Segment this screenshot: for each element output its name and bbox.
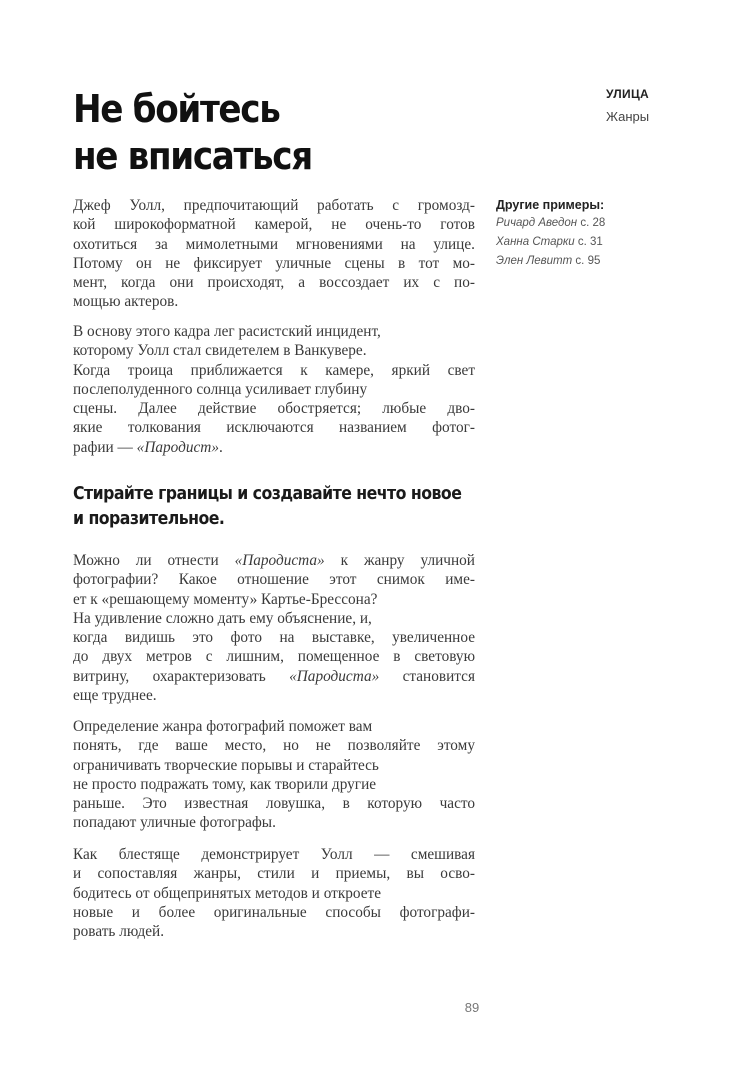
section-subcategory: Жанры: [606, 109, 650, 124]
text-line: попадают уличные фотографы.: [73, 814, 276, 832]
text-line: послеполуденного солнца усиливает глубину: [73, 380, 368, 398]
text-fragment: .: [218, 438, 223, 456]
section-category: УЛИЦА: [606, 87, 649, 101]
text-line: Как блестяще демонстрирует Уолл — смешивая: [73, 846, 475, 863]
text-line: понять, где ваше место, но не позволяйте этому: [73, 737, 475, 755]
example-page: с. 95: [572, 255, 601, 267]
text-line: не просто подражать тому, как творили другие: [73, 775, 377, 793]
example-reference: [496, 252, 696, 271]
text-line: Когда троица приближается к камере, яркий свет: [73, 361, 475, 379]
text-fragment: становится: [379, 667, 475, 685]
text-line: ограничивать творческие порывы и старайтесь: [73, 756, 379, 774]
text-fragment: витрину, охарактеризовать: [73, 667, 290, 685]
text-line: до двух метров с лишним, помещенное в световую: [73, 648, 475, 666]
example-author: Элен Левитт: [496, 255, 573, 267]
text-line: Потому он не фиксирует уличные сцены в тот мо-: [73, 254, 475, 272]
text-line: [73, 667, 475, 686]
example-author: Ричард Аведон: [496, 217, 578, 229]
text-line: ет к «решающему моменту» Картье-Брессона?: [73, 590, 378, 608]
section-marker: [606, 86, 716, 126]
page-title-line-1: Не бойтесь: [73, 87, 280, 131]
paragraph-4: [73, 717, 475, 833]
text-fragment: Можно ли отнести: [73, 552, 235, 569]
example-author: Ханна Старки: [496, 236, 575, 248]
paragraph-3: [73, 551, 475, 705]
text-line: На удивление сложно дать ему объяснение, и,: [73, 609, 372, 627]
text-line: кой широкоформатной камерой, не очень-то готов: [73, 216, 475, 234]
paragraph-2: [73, 322, 475, 457]
text-line: мент, когда они происходят, а воссоздает их с по-: [73, 274, 475, 292]
example-page: с. 28: [577, 217, 606, 229]
example-reference: [496, 233, 696, 252]
other-examples: [496, 196, 696, 271]
text-line: бодитесь от общепринятых методов и откроете: [73, 884, 381, 902]
text-line: новые и более оригинальные способы фотографи-: [73, 903, 475, 921]
text-line: сцены. Далее действие обостряется; любые дво-: [73, 400, 475, 418]
photo-title: «Пародиста»: [234, 552, 325, 569]
text-line: фотографии? Какое отношение этот снимок име-: [73, 571, 475, 589]
text-line: [73, 438, 475, 457]
example-reference: [496, 214, 696, 233]
text-line: Определение жанра фотографий поможет вам: [73, 718, 373, 735]
text-line: [73, 551, 475, 570]
paragraph-5: [73, 845, 475, 941]
text-line: охотиться за мимолетными мгновениями на улице.: [73, 235, 475, 253]
subheading-line-1: Стирайте границы и создавайте нечто новое: [73, 484, 462, 504]
text-line: мощью актеров.: [73, 293, 179, 311]
example-page: с. 31: [574, 236, 603, 248]
section-subheading: [73, 482, 462, 532]
text-line: ровать людей.: [73, 923, 165, 941]
photo-title: «Пародист»: [136, 438, 219, 456]
text-line: которому Уолл стал свидетелем в Ванкувере.: [73, 342, 367, 360]
text-line: когда видишь это фото на выставке, увеличенное: [73, 629, 475, 647]
text-line: Джеф Уолл, предпочитающий работать с громозд-: [73, 197, 475, 214]
page-title: [73, 86, 312, 180]
other-examples-heading: Другие примеры:: [496, 198, 605, 212]
subheading-line-2: и поразительное.: [73, 509, 225, 529]
text-fragment: к жанру уличной: [324, 552, 475, 569]
page-title-line-2: не вписаться: [73, 134, 312, 178]
text-line: якие толкования исключаются названием фотог-: [73, 419, 475, 437]
text-line: раньше. Это известная ловушка, в которую часто: [73, 795, 475, 813]
text-line: и сопоставляя жанры, стили и приемы, вы осво-: [73, 865, 475, 883]
paragraph-1: [73, 196, 475, 312]
photo-title: «Пародиста»: [289, 667, 380, 685]
text-fragment: рафии —: [73, 438, 137, 456]
page-number: 89: [464, 1000, 480, 1015]
text-line: В основу этого кадра лег расистский инцидент,: [73, 323, 381, 340]
text-line: еще труднее.: [73, 687, 157, 705]
